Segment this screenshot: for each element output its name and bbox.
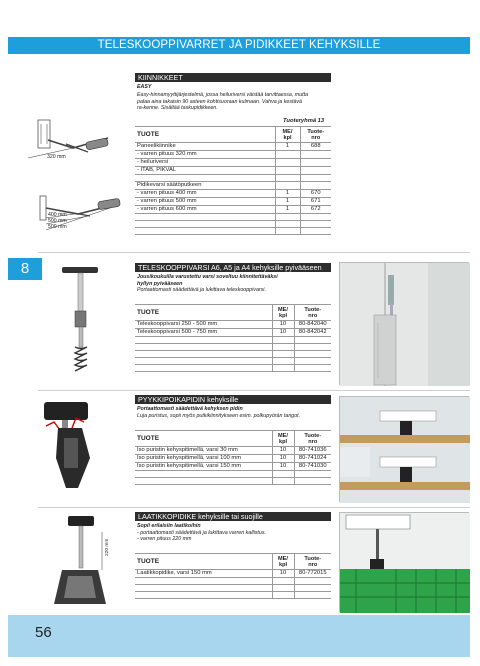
table-row xyxy=(135,570,331,578)
table-cell-name: - varren pituus 400 mm xyxy=(135,190,275,198)
table-cell-me: 10 xyxy=(272,329,294,337)
table-cell-nro: 80-741024 xyxy=(294,455,331,463)
table-cell-me: 1 xyxy=(275,198,300,206)
table-row xyxy=(135,228,331,235)
clamp-holder-illustration xyxy=(38,398,113,498)
table-row xyxy=(135,190,331,198)
table-cell-nro xyxy=(294,351,331,358)
table-cell-nro xyxy=(300,214,331,221)
table-cell-me xyxy=(272,471,294,478)
pyykkipoika-title: PYYKKIPOIKAPIDIN kehyksille xyxy=(135,395,331,404)
table-cell-nro: 688 xyxy=(300,143,331,151)
table-row xyxy=(135,592,331,599)
table-cell-nro xyxy=(294,365,331,372)
table-row xyxy=(135,214,331,221)
pyykkipoika-description: Portaattomasti säädettävä kehyksen pidin Luja puristus, sopii myös putkikiinnitykseen esim. polkupyörän tangot. xyxy=(137,406,301,419)
table-cell-nro xyxy=(300,167,331,175)
table-row xyxy=(135,455,331,463)
laatikko-title: LAATIKKOPIDIKE kehyksille tai suojille xyxy=(135,512,331,521)
crate-holder-illustration xyxy=(40,512,120,610)
table-cell-name: Laatikkopidike, varsi 150 mm xyxy=(135,570,272,578)
table-cell-nro xyxy=(300,228,331,235)
table-cell-name: - varren pituus 500 mm xyxy=(135,198,275,206)
col-me: ME/ kpl xyxy=(275,127,300,143)
table-cell-me: 1 xyxy=(275,143,300,151)
table-cell-name: - varren pituus 320 mm xyxy=(135,151,275,159)
col-nro: Tuote- nro xyxy=(294,431,331,447)
dimension-label: 220 mm xyxy=(105,538,110,556)
table-row xyxy=(135,344,331,351)
section-divider xyxy=(38,507,470,508)
table-cell-me xyxy=(275,159,300,167)
table-cell-me xyxy=(272,578,294,585)
table-cell-name xyxy=(135,471,272,478)
table-row xyxy=(135,175,331,182)
table-cell-nro xyxy=(300,159,331,167)
table-cell-nro: 80-842042 xyxy=(294,329,331,337)
laatikko-table xyxy=(135,553,331,599)
table-row xyxy=(135,585,331,592)
table-cell-name xyxy=(135,365,272,372)
table-cell-me xyxy=(272,592,294,599)
section-tab: 8 xyxy=(8,258,42,280)
table-row xyxy=(135,321,331,329)
table-cell-nro xyxy=(294,358,331,365)
laatikko-description: Sopii erilaisiin laatikoihin - portaattomasti säädettävä ja lukittava varren kallistus. - varren pituus 220 mm xyxy=(137,523,266,542)
table-row xyxy=(135,478,331,485)
table-cell-name: - heiluriversi xyxy=(135,159,275,167)
table-cell-me: 1 xyxy=(275,190,300,198)
table-cell-name: Pidikevarsi säätöputkeen xyxy=(135,182,275,190)
bracket-illustration xyxy=(28,118,128,238)
section-divider xyxy=(38,390,470,391)
kiinnikkeet-table xyxy=(135,126,331,235)
kiinnikkeet-description: Easy-hinnamyyttijärjestelmä, jossa heiluriversi väistää tarvittaessa, mutta palaa aina takaisin 90 asteen kohtisuoraan kulmaan. Vahva ja kestävä ra-kenne. Sisältää taskupidikkeen. xyxy=(137,92,309,111)
table-cell-me: 10 xyxy=(272,463,294,471)
table-cell-me xyxy=(275,175,300,182)
table-cell-name xyxy=(135,351,272,358)
page-header: TELESKOOPPIVARRET JA PIDIKKEET KEHYKSILLE xyxy=(8,37,470,54)
table-cell-name: Paneelikiinnike xyxy=(135,143,275,151)
col-me: ME/ kpl xyxy=(272,554,294,570)
table-row xyxy=(135,221,331,228)
table-cell-name: Teleskooppivarsi 500 - 750 mm xyxy=(135,329,272,337)
table-cell-name xyxy=(135,221,275,228)
table-cell-me xyxy=(272,585,294,592)
table-cell-name: - varren pituus 600 mm xyxy=(135,206,275,214)
table-cell-name xyxy=(135,478,272,485)
col-me: ME/ kpl xyxy=(272,431,294,447)
product-photo xyxy=(339,262,469,385)
table-cell-nro: 80-741030 xyxy=(294,463,331,471)
table-row xyxy=(135,365,331,372)
kiinnikkeet-title: KIINNIKKEET xyxy=(135,73,331,82)
table-cell-me xyxy=(275,228,300,235)
page-number: 56 xyxy=(35,624,52,641)
table-cell-me xyxy=(272,344,294,351)
table-cell-name xyxy=(135,175,275,182)
table-cell-nro xyxy=(300,175,331,182)
table-cell-nro xyxy=(294,337,331,344)
table-cell-nro: 671 xyxy=(300,198,331,206)
col-tuote: TUOTE xyxy=(135,305,272,321)
table-cell-nro: 80-842040 xyxy=(294,321,331,329)
table-row xyxy=(135,329,331,337)
table-cell-name xyxy=(135,214,275,221)
table-cell-name: Iso puristin kehyspitimellä, varsi 30 mm xyxy=(135,447,272,455)
table-row xyxy=(135,151,331,159)
table-cell-me xyxy=(272,337,294,344)
table-cell-me xyxy=(272,478,294,485)
dimension-label: 400 mm xyxy=(48,212,67,218)
table-cell-nro xyxy=(294,578,331,585)
col-tuote: TUOTE xyxy=(135,127,275,143)
table-cell-name: - ITAB, PIKVAL xyxy=(135,167,275,175)
table-cell-nro xyxy=(294,471,331,478)
teleskooppi-title: TELESKOOPPIVARSI A6, A5 ja A4 kehyksille pyivääseen xyxy=(135,263,331,272)
table-cell-nro xyxy=(300,151,331,159)
teleskooppi-table xyxy=(135,304,331,372)
table-row xyxy=(135,198,331,206)
table-cell-me: 10 xyxy=(272,321,294,329)
table-cell-me: 1 xyxy=(275,206,300,214)
table-row xyxy=(135,471,331,478)
table-cell-name: Teleskooppivarsi 250 - 500 mm xyxy=(135,321,272,329)
table-cell-name xyxy=(135,358,272,365)
dimension-label: 320 mm xyxy=(47,154,66,160)
page-footer xyxy=(8,615,470,657)
table-cell-nro xyxy=(294,344,331,351)
table-cell-nro: 672 xyxy=(300,206,331,214)
table-row xyxy=(135,143,331,151)
col-me: ME/ kpl xyxy=(272,305,294,321)
table-cell-me: 10 xyxy=(272,447,294,455)
table-cell-me xyxy=(275,167,300,175)
table-row xyxy=(135,578,331,585)
table-cell-me xyxy=(275,214,300,221)
dimension-label: 500 mm xyxy=(48,224,67,230)
col-nro: Tuote- nro xyxy=(294,554,331,570)
table-row xyxy=(135,463,331,471)
kiinnikkeet-subtitle: EASY xyxy=(137,84,152,90)
dimension-label: 500 mm xyxy=(48,218,67,224)
col-nro: Tuote- nro xyxy=(294,305,331,321)
table-row xyxy=(135,337,331,344)
table-cell-nro xyxy=(294,585,331,592)
table-cell-nro xyxy=(294,478,331,485)
table-cell-name xyxy=(135,337,272,344)
teleskooppi-description: Jousikoukuilla varustettu varsi soveltuu kiinnitettäväksi hyllyn pyivääseen Portaattomasti säädettävä ja lukittava teleskooppivarsi. xyxy=(137,274,278,293)
table-cell-nro: 80-741036 xyxy=(294,447,331,455)
product-photo xyxy=(339,512,469,612)
table-row xyxy=(135,206,331,214)
table-cell-me xyxy=(275,221,300,228)
col-tuote: TUOTE xyxy=(135,554,272,570)
table-cell-me xyxy=(272,365,294,372)
telescope-arm-illustration xyxy=(58,265,108,385)
table-cell-name xyxy=(135,228,275,235)
table-cell-me: 10 xyxy=(272,455,294,463)
table-cell-nro xyxy=(294,592,331,599)
table-cell-nro xyxy=(300,182,331,190)
product-group: Tuoteryhmä 13 xyxy=(283,118,325,124)
col-nro: Tuote- nro xyxy=(300,127,331,143)
table-cell-name xyxy=(135,344,272,351)
table-cell-me xyxy=(272,351,294,358)
table-row xyxy=(135,447,331,455)
table-cell-me xyxy=(275,182,300,190)
table-cell-me xyxy=(275,151,300,159)
table-row xyxy=(135,159,331,167)
table-cell-name: Iso puristin kehyspitimellä, varsi 100 mm xyxy=(135,455,272,463)
table-cell-nro xyxy=(300,221,331,228)
table-cell-name xyxy=(135,585,272,592)
table-cell-nro: 80-772015 xyxy=(294,570,331,578)
table-row xyxy=(135,358,331,365)
table-row xyxy=(135,182,331,190)
table-cell-name xyxy=(135,592,272,599)
table-cell-name xyxy=(135,578,272,585)
table-row xyxy=(135,351,331,358)
col-tuote: TUOTE xyxy=(135,431,272,447)
product-photo xyxy=(339,396,469,502)
section-divider xyxy=(38,252,470,253)
table-row xyxy=(135,167,331,175)
table-cell-nro: 670 xyxy=(300,190,331,198)
pyykkipoika-table xyxy=(135,430,331,485)
table-cell-name: Iso puristin kehyspitimellä, varsi 150 mm xyxy=(135,463,272,471)
table-cell-me: 10 xyxy=(272,570,294,578)
table-cell-me xyxy=(272,358,294,365)
